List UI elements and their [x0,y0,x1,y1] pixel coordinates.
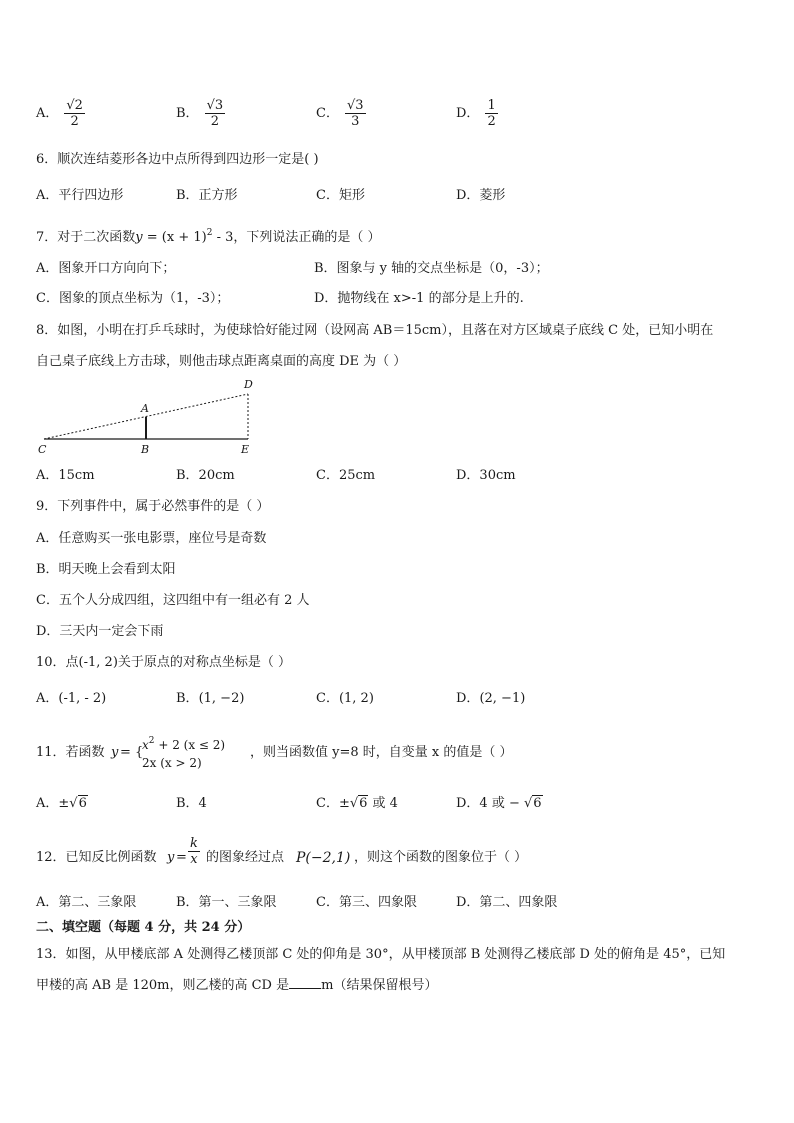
q7-options-row2 [36,289,766,309]
q12-option-d[interactable]: D．第二、四象限 [456,895,558,910]
q9-option-b[interactable]: B．明天晚上会看到太阳 [36,562,176,577]
fraction [188,836,200,867]
q11-option-d[interactable]: D．4 或 − √6 [456,796,542,811]
q8-stem-line1: 8．如图，小明在打乒乓球时，为使球恰好能过网（设网高 AB＝15cm），且落在对方区域桌子底线 C 处，已知小明在 [36,323,714,338]
q10-options [36,689,766,709]
math-expr: = (x + 1) [142,230,207,245]
q11-option-a[interactable]: A．±√6 [36,796,87,811]
q12-option-c[interactable]: C．第三、四象限 [316,895,417,910]
q10-option-d[interactable] [456,689,525,709]
q6-option-c[interactable]: C．矩形 [316,188,365,203]
q12-option-a[interactable]: A．第二、三象限 [36,895,137,910]
q6-option-a[interactable]: A．平行四边形 [36,188,124,203]
q7-options-row1 [36,259,766,279]
q5-option-b[interactable] [176,97,225,131]
q11-options [36,794,766,814]
fraction [485,98,497,129]
math-exponent: 2 [148,736,155,746]
numerator: √3 [206,98,224,113]
q7-option-d[interactable]: D．抛物线在 x>-1 的部分是上升的. [314,291,524,306]
stem-text: 7．对于二次函数 [36,230,136,245]
option-value: (1, −2) [198,691,245,706]
q9-option-a[interactable]: A．任意购买一张电影票，座位号是奇数 [36,531,267,546]
stem-text: ，下列说法正确的是（ ） [233,230,381,245]
option-label: D． [456,106,480,121]
math-var: y [111,745,119,760]
piecewise-case-1 [142,731,225,755]
fraction [205,98,226,129]
q10-option-b[interactable] [176,689,244,709]
q8-option-d[interactable]: D．30cm [456,468,516,483]
radicand: 6 [78,796,87,811]
q7-stem [36,223,771,248]
q11-stem [36,731,771,775]
q8-option-c[interactable]: C．25cm [316,468,376,483]
q10-stem: 10．点(-1, 2)关于原点的对称点坐标是（ ） [36,655,292,670]
q12-options [36,893,766,913]
q9-option-c[interactable]: C．五个人分成四组，这四组中有一组必有 2 人 [36,593,310,608]
math-var: y [167,850,175,865]
denominator: 2 [210,114,219,129]
option-label: B． [176,691,199,706]
q5-options [36,97,766,131]
q12-option-b[interactable]: B．第一、三象限 [176,895,277,910]
denominator: x [190,852,198,867]
option-label: D． [456,691,480,706]
q8-option-b[interactable]: B．20cm [176,468,235,483]
q8-stem-line2: 自己桌子底线上方击球，则他击球点距离桌面的高度 DE 为（ ） [36,354,407,369]
q9-stem: 9．下列事件中，属于必然事件的是（ ） [36,499,270,514]
q7-option-c[interactable]: C．图象的顶点坐标为（1，-3）； [36,291,230,306]
option-label: A． [36,106,59,121]
denominator: 2 [70,114,79,129]
option-value: (1, 2) [338,691,374,706]
q11-option-c[interactable]: C．±√6 或 4 [316,796,398,811]
fraction [345,98,366,129]
q5-option-a[interactable] [36,97,85,131]
radicand: 6 [533,796,542,811]
math-equals: = { [120,745,144,760]
q9-option-d[interactable]: D．三天内一定会下雨 [36,624,164,639]
q5-option-d[interactable] [456,97,498,131]
point-p: P(−2,1) [296,850,351,866]
radicand: 6 [359,796,368,811]
option-label: C．± [316,796,350,811]
stem-text: ，则当函数值 y=8 时，自变量 x 的值是（ ） [250,745,513,760]
stem-text: 12．已知反比例函数 [36,850,157,865]
label-a: A [141,402,149,415]
q6-stem: 6．顺次连结菱形各边中点所得到四边形一定是( ) [36,152,319,167]
label-d: D [244,378,253,391]
option-label: D．4 或 − [456,796,524,811]
numerator: k [190,836,198,851]
q8-option-a[interactable]: A．15cm [36,468,95,483]
q6-options [36,186,766,206]
answer-blank[interactable] [289,976,321,989]
fraction [64,98,85,129]
section-heading: 二、填空题（每题 4 分，共 24 分） [36,920,251,935]
q10-option-a[interactable] [36,689,106,709]
numerator: √3 [346,98,364,113]
option-label: C． [316,691,339,706]
piecewise-case-2: 2x (x > 2) [142,756,202,770]
math-exponent: 2 [206,228,213,238]
stem-text: ，则这个函数的图象位于（ ） [354,850,528,865]
option-tail: 或 4 [368,796,398,811]
math-expr: - 3 [212,230,234,245]
stem-text: m（结果保留根号） [321,978,438,993]
q11-option-b[interactable]: B．4 [176,796,207,811]
math-var: y [135,230,143,245]
option-value: (-1, - 2) [58,691,107,706]
q8-diagram [30,374,270,460]
label-b: B [141,443,150,456]
label-e: E [241,443,250,456]
numerator: √2 [66,98,83,113]
q8-options [36,466,766,486]
q7-option-b[interactable]: B．图象与 y 轴的交点坐标是（0，-3）； [314,261,549,276]
option-label: A．± [36,796,70,811]
q7-option-a[interactable]: A．图象开口方向向下； [36,261,176,276]
denominator: 3 [351,114,360,129]
q10-option-c[interactable] [316,689,374,709]
option-label: A． [36,691,59,706]
q12-stem [36,838,771,878]
label-c: C [38,443,47,456]
q5-option-c[interactable] [316,97,366,131]
stem-text: 的图象经过点 [206,850,285,865]
option-label: B． [176,106,199,121]
math-expr: + 2 (x ≤ 2) [154,738,226,752]
q6-option-d[interactable]: D．菱形 [456,188,506,203]
q13-stem-line2 [36,976,771,996]
denominator: 2 [487,114,496,129]
numerator: 1 [487,98,496,113]
option-label: C． [316,106,339,121]
stem-text: 11．若函数 [36,745,105,760]
math-equals: = [176,850,187,865]
option-value: (2, −1) [479,691,526,706]
q6-option-b[interactable]: B．正方形 [176,188,238,203]
math-var: x [142,738,149,752]
stem-text: 甲楼的高 AB 是 120m，则乙楼的高 CD 是 [36,978,290,993]
q13-stem-line1: 13．如图，从甲楼底部 A 处测得乙楼顶部 C 处的仰角是 30°，从甲楼顶部 B 处测得乙楼底部 D 处的俯角是 45°，已知 [36,947,726,962]
